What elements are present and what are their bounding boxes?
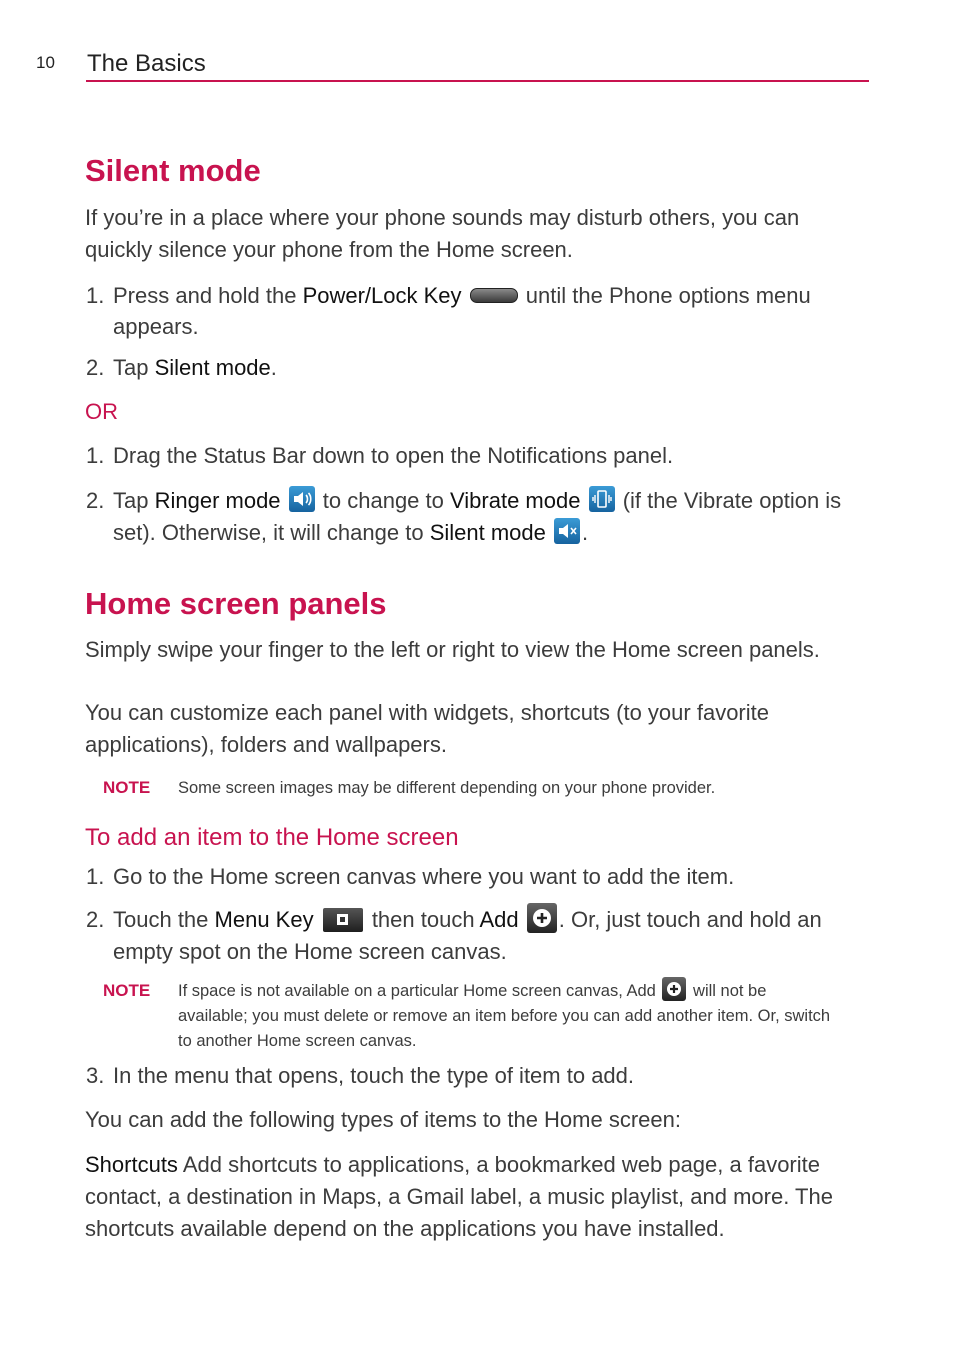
note-text: Some screen images may be different depending on your phone provider. xyxy=(178,779,716,797)
shortcuts-paragraph xyxy=(85,1149,865,1245)
step-text: (if the Vibrate option is set). Otherwise, it will change to xyxy=(113,488,842,545)
step-text: Press and hold the xyxy=(113,283,303,308)
silent-mode-label: Silent mode xyxy=(154,355,271,380)
add-icon xyxy=(662,977,686,1001)
silent-step-b1 xyxy=(86,440,876,471)
silent-steps-a xyxy=(86,280,876,342)
silent-mode-icon xyxy=(554,518,580,544)
silent-step-b2 xyxy=(86,485,876,549)
step-number: 1. xyxy=(86,283,105,308)
step-number: 1. xyxy=(86,443,105,468)
note-text-part: will not be available; you must delete or remove an item before you can add another item. Or, switch to another Home screen canvas. xyxy=(178,982,831,1050)
step-text: to change to xyxy=(316,488,450,513)
or-separator: OR xyxy=(85,399,118,424)
silent-mode-label: Silent mode xyxy=(429,520,546,545)
home-panels-paragraph-2: You can customize each panel with widgets, shortcuts (to your favorite applications), folders and wallpapers. xyxy=(85,700,769,757)
note-text-part: If space is not available on a particular Home screen canvas, Add xyxy=(178,982,656,1000)
step-number: 3. xyxy=(86,1063,105,1088)
power-key-icon xyxy=(470,288,518,303)
ringer-mode-label: Ringer mode xyxy=(154,488,281,513)
item-types-intro: You can add the following types of items to the Home screen: xyxy=(85,1107,681,1132)
step-text: then touch xyxy=(365,907,480,932)
step-text: Tap xyxy=(113,488,155,513)
step-text: . Or, just touch and hold an empty spot on the Home screen canvas. xyxy=(113,907,822,965)
menu-key-icon xyxy=(323,908,363,932)
header-divider xyxy=(86,80,869,82)
add-label: Add xyxy=(479,907,519,932)
note-label: NOTE xyxy=(103,778,151,797)
silent-step-a2 xyxy=(86,352,876,383)
silent-mode-intro: If you’re in a place where your phone sounds may disturb others, you can quickly silence your phone from the Home screen. xyxy=(85,205,800,262)
shortcuts-description: Add shortcuts to applications, a bookmarked web page, a favorite contact, a destination in Maps, a Gmail label, a music playlist, and more. The shortcuts available depend on the applications you have installed. xyxy=(85,1152,833,1241)
step-text: Drag the Status Bar down to open the Notifications panel. xyxy=(113,443,674,468)
step-text: . xyxy=(582,520,589,545)
step-text: until the Phone options menu appears. xyxy=(113,283,811,339)
page-number: 10 xyxy=(36,53,55,72)
add-step-1 xyxy=(86,861,876,892)
ringer-mode-icon xyxy=(289,486,315,512)
home-panels-paragraph-1: Simply swipe your finger to the left or right to view the Home screen panels. xyxy=(85,637,820,662)
add-icon xyxy=(527,903,557,933)
shortcuts-label: Shortcuts xyxy=(85,1152,178,1177)
vibrate-mode-label: Vibrate mode xyxy=(450,488,581,513)
step-text: Tap xyxy=(113,355,155,380)
step-number: 1. xyxy=(86,864,105,889)
add-step-2 xyxy=(86,904,876,967)
silent-mode-heading: Silent mode xyxy=(85,153,261,188)
step-text: In the menu that opens, touch the type of item to add. xyxy=(113,1063,635,1088)
power-lock-key-label: Power/Lock Key xyxy=(302,283,462,308)
step-text: . xyxy=(270,355,277,380)
add-item-subheading: To add an item to the Home screen xyxy=(85,824,459,851)
vibrate-mode-icon xyxy=(589,486,615,512)
section-title: The Basics xyxy=(87,50,206,77)
note-text xyxy=(178,979,838,1054)
home-panels-heading: Home screen panels xyxy=(85,586,387,621)
menu-key-label: Menu Key xyxy=(214,907,314,932)
step-number: 2. xyxy=(86,355,105,380)
note-label: NOTE xyxy=(103,981,151,1000)
add-step-3 xyxy=(86,1060,876,1091)
step-number: 2. xyxy=(86,488,105,513)
step-text: Go to the Home screen canvas where you want to add the item. xyxy=(113,864,735,889)
step-text: Touch the xyxy=(113,907,215,932)
step-number: 2. xyxy=(86,907,105,932)
